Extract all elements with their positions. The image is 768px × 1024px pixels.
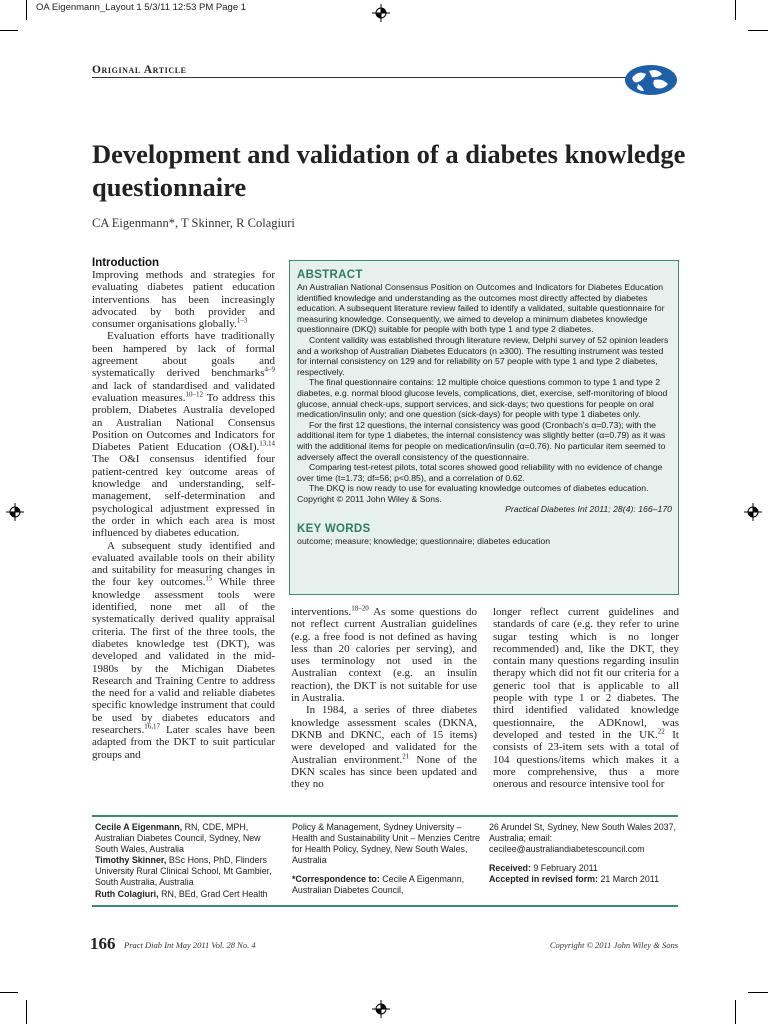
paragraph: In 1984, a series of three diabetes knowledge assessment scales (DKNA, DKNB and DKNC, each of 15 items) were developed and validated for the Australian environment.$^{21}$ None of the DKN scales has since been updated and they no [291, 704, 477, 791]
abstract-citation: Practical Diabetes Int 2011; 28(4): 166–170 [505, 504, 672, 515]
author-affiliations: Cecile A Eigenmann, RN, CDE, MPH, Australian Diabetes Council, Sydney, New South Wales, Australia Timothy Skinner, BSc Hons, PhD, Flinders University Rural Clinical School, Mt Gambier, South Australia, Australia Ruth Colagiuri, RN, BEd, Grad Cert Health [95, 822, 272, 899]
page-number: 166 [90, 934, 116, 953]
crop-mark [0, 30, 18, 31]
globe-logo-icon [624, 64, 678, 96]
affiliations-rule [92, 815, 678, 817]
copyright-notice: Copyright © 2011 John Wiley & Sons [549, 940, 678, 950]
paragraph: interventions.$^{18-20}$ As some questions do not reflect current Australian guidelines (e.g. a free food is not defined as having less than 20 calories per serving), and uses terminology not used in the Australian context (e.g. an insulin reaction), the DKT is not suitable for use in Australia. [291, 604, 477, 705]
affiliation-continued: Policy & Management, Sydney University – Health and Sustainability Unit – Menzies Centre for Health Policy, Sydney, New South Wales, Australia *Correspondence to: Cecile A Eigenmann, Australian Diabetes Council, [292, 822, 480, 896]
article-title: Development and validation of a diabetes knowledge questionnaire [92, 139, 686, 203]
crop-mark [748, 30, 768, 31]
affiliations-rule [92, 905, 678, 907]
crop-mark [0, 992, 18, 993]
paragraph: longer reflect current guidelines and standards of care (e.g. they refer to urine sugar testing which is no longer recommended) and, like the DKT, they contain many questions regarding insulin therapy which did not fit our criteria for a generic tool that is applicable to all people with type 1 or 2 diabetes. The third identified validated knowledge questionnaire, the ADKnowl, was developed and tested in the UK.$^{22}$ It consists of 23-item sets with a total of 104 questions/items which makes it a more comprehensive, thus a more onerous and resource intensive tool for [493, 606, 679, 791]
introduction-column [92, 269, 275, 761]
introduction-heading: Introduction [92, 257, 160, 269]
article-authors: CA Eigenmann*, T Skinner, R Colagiuri [92, 216, 295, 230]
registration-mark-icon [372, 1000, 390, 1018]
journal-reference: Pract Diab Int May 2011 Vol. 28 No. 4 [124, 940, 256, 950]
registration-mark-icon [744, 503, 762, 521]
correspondence-address: 26 Arundel St, Sydney, New South Wales 2037, Australia; email: cecilee@australiandiabetescouncil.com Received: 9 February 2011 Accepted in revised form: 21 March 2011 [489, 822, 676, 885]
crop-mark [735, 0, 736, 20]
paragraph: Improving methods and strategies for evaluating diabetes patient education interventions has been increasingly advocated by both provider and consumer organisations globally.$^{1-3}$ [92, 269, 275, 331]
paragraph: A subsequent study identified and evaluated available tools on their ability and suitability for measuring changes in the four key outcomes.$^{15}$ While three knowledge assessment tools were identified, none met all of the systematically derived quality appraisal criteria. The first of the three tools, the diabetes knowledge test (DKT), was developed and validated in the mid-1980s by the Michigan Diabetes Research and Training Centre to address the need for a valid and reliable diabetes specific knowledge instrument that could be used by diabetes educators and researchers.$^{16,17}$ Later scales have been adapted from the DKT to suit particular groups and [92, 539, 275, 761]
correspondence-label: *Correspondence to: [292, 874, 380, 885]
abstract-paragraph: The final questionnaire contains: 12 multiple choice questions common to type 1 and type 2 diabetes, e.g. normal blood glucose levels, complications, diet, exercise, self-monitoring of blood glucose, annual check-ups, support services, and sick-days; two questions for people on oral medication/insulin only; and one question (sick-days) for people with type 1 diabetes only. [297, 377, 668, 420]
registration-mark-icon [372, 4, 390, 22]
header-rule [92, 77, 634, 78]
abstract-paragraph: An Australian National Consensus Position on Outcomes and Indicators for Diabetes Education identified knowledge and understanding as the outcomes most directly affected by diabetes education. A subsequent literature review failed to identify a validated, suitable questionnaire for measuring knowledge. Consequently, we aimed to develop a minimum diabetes knowledge questionnaire (DKQ) suitable for people with both type 1 and type 2 diabetes. [297, 282, 665, 335]
abstract-heading: ABSTRACT [297, 269, 363, 281]
abstract-box [289, 260, 679, 595]
keywords-heading: KEY WORDS [297, 523, 371, 536]
paragraph: Evaluation efforts have traditionally been hampered by lack of formal agreement about goals and systematically derived benchmarks$^{4-9}$ and lack of standardised and validated evaluation measures.$^{10-12}$ To address this problem, Diabetes Australia developed an Australian National Consensus Position on Outcomes and Indicators for Diabetes Patient Education (O&I).$^{13,14}$ The O&I consensus identified four patient-centred key outcome areas of knowledge and understanding, self-management, self-determination and psychological adjustment expressed in the order in which each area is most influenced by diabetes education. [92, 330, 275, 540]
crop-mark [735, 1000, 736, 1024]
body-column-2 [291, 606, 477, 790]
print-slug: OA Eigenmann_Layout 1 5/3/11 12:53 PM Page 1 [36, 2, 247, 13]
abstract-paragraph: The DKQ is now ready to use for evaluating knowledge outcomes of diabetes education. Copyright © 2011 John Wiley & Sons. [297, 483, 649, 504]
body-column-3 [493, 606, 679, 790]
crop-mark [26, 1000, 27, 1024]
abstract-paragraph: For the first 12 questions, the internal consistency was good (Cronbach’s α=0.73); with the additional item for type 1 diabetes, the internal consistency was slightly better (α=0.79) as it was with the additional items for people on medication/insulin (α=0.76). No particular item seemed to adversely affect the overall consistency of the questionnaire. [297, 419, 666, 462]
abstract-paragraph: Content validity was established through literature review, Delphi survey of 52 opinion leaders and a workshop of Australian Diabetes Educators (n ≥300). The resulting instrument was tested for internal consistency on 129 and for reliability on 57 people with type 1 and type 2 diabetes, respectively. [297, 334, 669, 377]
section-label: Original Article [92, 64, 187, 76]
registration-mark-icon [6, 503, 24, 521]
crop-mark [748, 992, 768, 993]
crop-mark [26, 0, 27, 20]
abstract-paragraph: Comparing test-retest pilots, total scores showed good reliability with no evidence of change over time (t=1.73; df=56; p<0.85), and a correlation of 0.62. [297, 462, 663, 483]
keywords-list: outcome; measure; knowledge; questionnaire; diabetes education [297, 536, 551, 547]
